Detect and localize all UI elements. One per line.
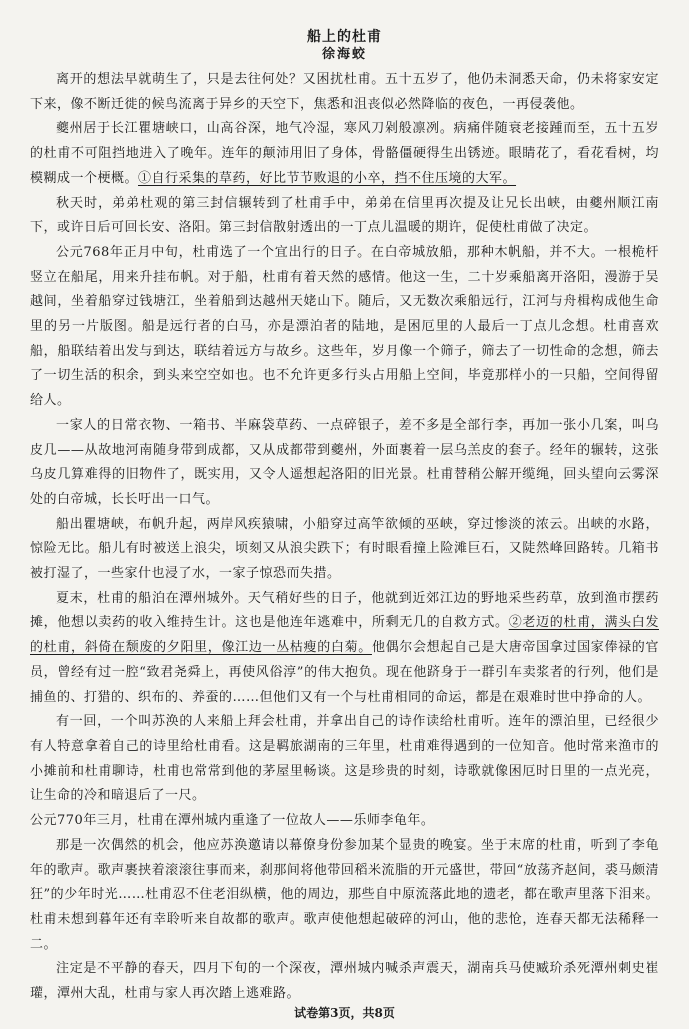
article-title: 船上的杜甫 [307,29,382,45]
paragraph: 夔州居于长江瞿塘峡口，山高谷深，地气冷湿，寒风刀剁般凛冽。病痛伴随衰老接踵而至，五十五岁的杜甫不可阻挡地进入了晚年。连年的颠沛用旧了身体，骨骼僵硬得生出锈迹。眼睛花了，看花看树，均模糊成一个梗概。①自行采集的草药，好比节节败退的小卒，挡不住压境的大军。 [30,121,659,186]
paragraph: 夏末，杜甫的船泊在潭州城外。天气稍好些的日子，他就到近郊江边的野地采些药草，放到渔市摆药摊，他想以卖药的收入维持生计。这也是他连年逃难中，所剩无几的自救方式。②老迈的杜甫，满头白发的杜甫，斜倚在颓废的夕阳里，像江边一丛枯瘦的白菊。他偶尔会想起自己是大唐帝国拿过国家俸禄的官员，曾经有过一腔“致君尧舜上，再使风俗淳”的伟大抱负。现在他跻身于一群引车卖浆者的行列，他们是捕鱼的、打猎的、织布的、养蚕的……但他们又有一个与杜甫相同的命运，都是在艰难时世中挣命的人。 [30,590,659,705]
paragraph: 船出瞿塘峡，布帆升起，两岸风疾猿啸，小船穿过高竿欲倾的巫峡，穿过惨淡的浓云。出峡的水路，惊险无比。船儿有时被送上浪尖，顷刻又从浪尖跌下；有时眼看撞上险滩巨石，又陡然峰回路转。几箱书被打湿了，一些家什也浸了水，一家子惊恐而失措。 [30,516,659,582]
paragraph: 一家人的日常衣物、一箱书、半麻袋草药、一点碎银子，差不多是全部行李，再加一张小几案，叫乌皮几——从故地河南随身带到成都，又从成都带到夔州，外面裹着一层乌羔皮的套子。经年的辗转，这张乌皮几算难得的旧物件了，既实用，又令人遥想起洛阳的旧光景。杜甫替稍公解开缆绳，回头望向云雾深处的白帝城，长长吁出一口气。 [30,417,659,507]
paragraph: 公元770年三月，杜甫在潭州城内重逢了一位故人——乐师李龟年。 [30,813,435,829]
paragraph: 那是一次偶然的机会，他应苏涣邀请以幕僚身份参加某个显贵的晚宴。坐于末席的杜甫，听到了李龟年的歌声。歌声裹挟着滚滚往事而来，刹那间将他带回稻米流脂的开元盛世，带回“放荡齐赵间，裘马颇清狂”的少年时光……杜甫忍不住老泪纵横，他的周边，那些自中原流落此地的遗老，都在歌声里落下泪来。杜甫未想到暮年还有幸聆听来自故都的歌声。歌声使他想起破碎的河山，他的悲怆，连春天都无法稀释一二。 [30,837,659,952]
underlined-sentence-1: ①自行采集的草药，好比节节败退的小卒，挡不住压境的大军。 [138,170,517,186]
paragraph: 离开的想法早就萌生了，只是去往何处？又困扰杜甫。五十五岁了，他仍未洞悉天命，仍未将家安定下来，像不断迁徙的候鸟流离于异乡的天空下，焦悉和沮丧似必然降临的夜色，一再侵袭他。 [30,72,659,112]
article-body [30,68,659,1007]
paragraph: 注定是不平静的春天，四月下旬的一个深夜，潭州城内喊杀声震天，湖南兵马使臧玠杀死潭州刺史崔瓘，潭州大乱，杜甫与家人再次踏上逃难路。 [30,961,659,1002]
underlined-sentence-2: ②老迈的杜甫，满头白发的杜甫，斜倚在颓废的夕阳里，像江边一丛枯瘦的白菊。 [30,615,659,656]
paragraph: 有一回，一个叫苏涣的人来船上拜会杜甫，并拿出自己的诗作读给杜甫听。连年的漂泊里，已经很少有人特意拿着自己的诗里给杜甫看。这是羁旅湖南的三年里，杜甫难得遇到的一位知音。他时常来渔市的小摊前和杜甫聊诗，杜甫也常常到他的茅屋里畅谈。这是珍贵的时刻，诗歌就像困厄时日里的一点光亮，让生命的冷和暗退后了一尺。 [30,714,659,804]
paragraph: 公元768年正月中旬，杜甫选了一个宜出行的日子。在白帝城放船，那种木帆船，并不大。一根桅杆竖立在船尾，用来升挂布帆。对于船，杜甫有着天然的感情。他这一生，二十岁乘船离开洛阳，漫游于吴越间，坐着船穿过钱塘江，坐着船到达越州天姥山下。随后，又无数次乘船远行，江河与舟楫构成他生命里的另一片版图。船是远行者的白马，亦是漂泊者的陆地，是困厄里的人最后一丁点儿念想。杜甫喜欢船，船联结着出发与到达，联结着远方与故乡。这些年，岁月像一个筛子，筛去了一切性命的念想，筛去了一切生活的积余，到头来空空如也。也不允许更多行头占用船上空间，毕竟那样小的一只船，空间得留给人。 [30,244,659,409]
paragraph: 秋天时，弟弟杜观的第三封信辗转到了杜甫手中，弟弟在信里再次提及让兄长出峡，由夔州顺江南下，或许日后可回长安、洛阳。第三封信散射透出的一丁点儿温暖的期许，促使杜甫做了决定。 [30,195,659,236]
article-author: 徐海蛟 [321,47,367,62]
page-footer: 试卷第3页，共8页 [294,1006,395,1020]
